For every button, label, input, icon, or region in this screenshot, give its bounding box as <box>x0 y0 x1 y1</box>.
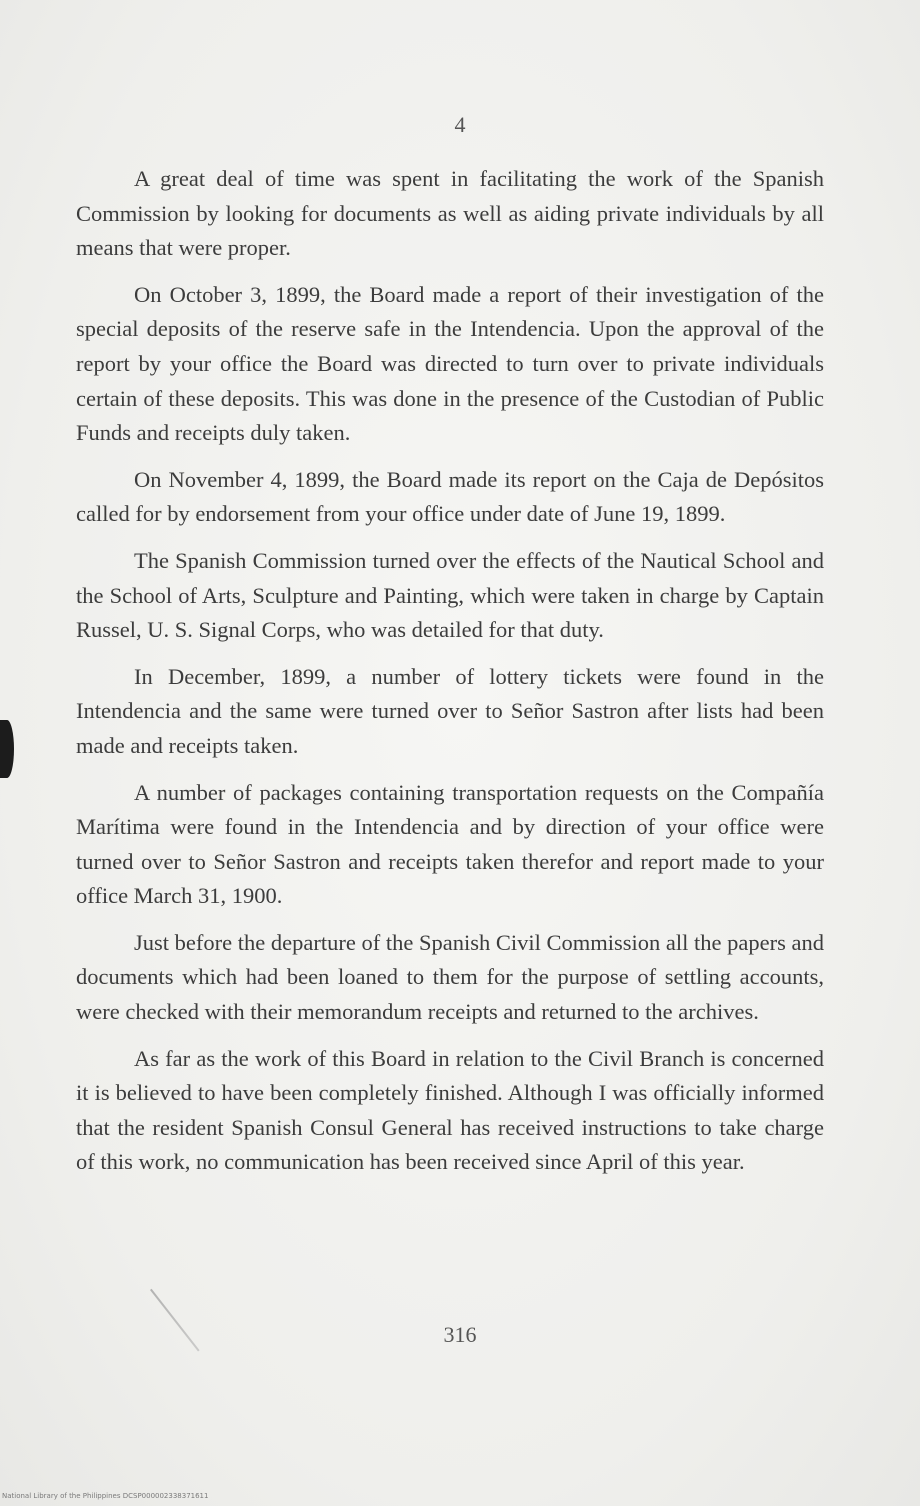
paragraph-8: As far as the work of this Board in relation to the Civil Branch is concerned it is believed to have been completely finished. Although I was officially informed that the resident Spanish Consul General has received instructions to take charge of this work, no communication has been received since April of this year. <box>76 1045 824 1175</box>
page-number-bottom: 316 <box>443 1322 477 1347</box>
binding-mark <box>0 720 14 778</box>
paragraph-7: Just before the departure of the Spanish Civil Commission all the papers and documents which had been loaned to them for the purpose of settling accounts, were checked with their memorandum receipts and returned to the archives. <box>76 929 824 1025</box>
body-text <box>76 162 824 1192</box>
footer-note: National Library of the Philippines DCSP000002338371611 <box>2 1492 209 1500</box>
paragraph-2: On October 3, 1899, the Board made a report of their investigation of the special deposits of the reserve safe in the Intendencia. Upon the approval of the report by your office the Board was directed to turn over to private individuals certain of these deposits. This was done in the presence of the Custodian of Public Funds and receipts duly taken. <box>76 281 824 446</box>
paragraph-5: In December, 1899, a number of lottery tickets were found in the Intendencia and the same were turned over to Señor Sastron after lists had been made and receipts taken. <box>76 663 824 758</box>
paragraph-4: The Spanish Commission turned over the effects of the Nautical School and the School of Arts, Sculpture and Painting, which were taken in charge by Captain Russel, U. S. Signal Corps, who was detailed for that duty. <box>76 547 824 643</box>
page-number-top: 4 <box>454 112 466 137</box>
paragraph-1: A great deal of time was spent in facilitating the work of the Spanish Commission by looking for documents as well as aiding private individuals by all means that were proper. <box>76 166 824 261</box>
paragraph-6: A number of packages containing transportation requests on the Compañía Marítima were found in the Intendencia and by direction of your office were turned over to Señor Sastron and receipts taken therefor and report made to your office March 31, 1900. <box>76 779 824 909</box>
paragraph-3: On November 4, 1899, the Board made its report on the Caja de Depósitos called for by endorsement from your office under date of June 19, 1899. <box>76 466 824 527</box>
